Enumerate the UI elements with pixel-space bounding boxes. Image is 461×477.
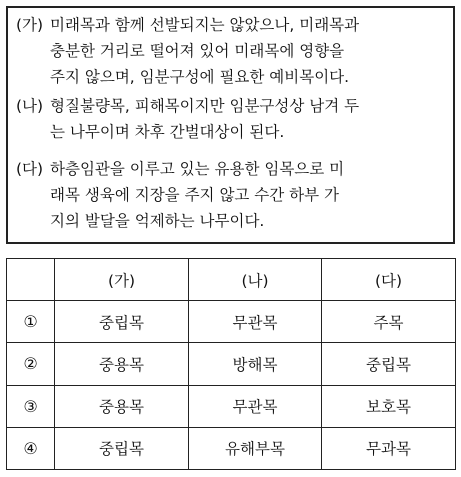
header-cell-blank [7, 259, 55, 301]
header-cell-da: (다) [322, 259, 456, 301]
paragraph-line: 지의 발달을 억제하는 나무이다. [50, 212, 265, 230]
table-cell: 중립목 [322, 343, 456, 385]
paragraph-line: 형질불량목, 피해목이지만 임분구성상 남겨 두 [50, 97, 360, 115]
answer-row-2[interactable] [7, 343, 456, 385]
table-cell: 방해목 [189, 343, 322, 385]
table-cell: 유해부목 [189, 427, 322, 469]
table-cell: 중립목 [55, 427, 189, 469]
table-cell: 보호목 [322, 385, 456, 427]
paragraph-line: 미래목과 함께 선발되지는 않았으나, 미래목과 [50, 16, 360, 34]
answer-row-4[interactable] [7, 427, 456, 469]
table-cell: 무과목 [322, 427, 456, 469]
table-cell: 주목 [322, 301, 456, 343]
table-cell: 무관목 [189, 385, 322, 427]
choice-number[interactable]: ④ [7, 427, 55, 469]
header-cell-ga: (가) [55, 259, 189, 301]
choice-number[interactable]: ③ [7, 385, 55, 427]
paragraph-na [16, 93, 445, 145]
label-ga: (가) [16, 16, 44, 34]
label-da: (다) [16, 160, 44, 178]
table-cell: 중용목 [55, 343, 189, 385]
paragraph-line: 래목 생육에 지장을 주지 않고 수간 하부 가 [50, 186, 340, 204]
table-cell: 중립목 [55, 301, 189, 343]
table-header-row [7, 259, 456, 301]
answer-row-1[interactable] [7, 301, 456, 343]
paragraph-line: 충분한 거리로 떨어져 있어 미래목에 영향을 [50, 42, 345, 60]
paragraph-line: 주지 않으며, 임분구성에 필요한 예비목이다. [50, 68, 350, 86]
table-cell: 무관목 [189, 301, 322, 343]
paragraph-line: 는 나무이며 차후 간벌대상이 된다. [50, 123, 285, 141]
paragraph-da [16, 156, 445, 234]
paragraph-ga [16, 12, 445, 90]
paragraph-line: 하층임관을 이루고 있는 유용한 임목으로 미 [50, 160, 345, 178]
passage-box [6, 6, 455, 244]
answer-table [6, 258, 456, 470]
choice-number[interactable]: ② [7, 343, 55, 385]
answer-row-3[interactable] [7, 385, 456, 427]
header-cell-na: (나) [189, 259, 322, 301]
label-na: (나) [16, 97, 44, 115]
table-cell: 중용목 [55, 385, 189, 427]
choice-number[interactable]: ① [7, 301, 55, 343]
